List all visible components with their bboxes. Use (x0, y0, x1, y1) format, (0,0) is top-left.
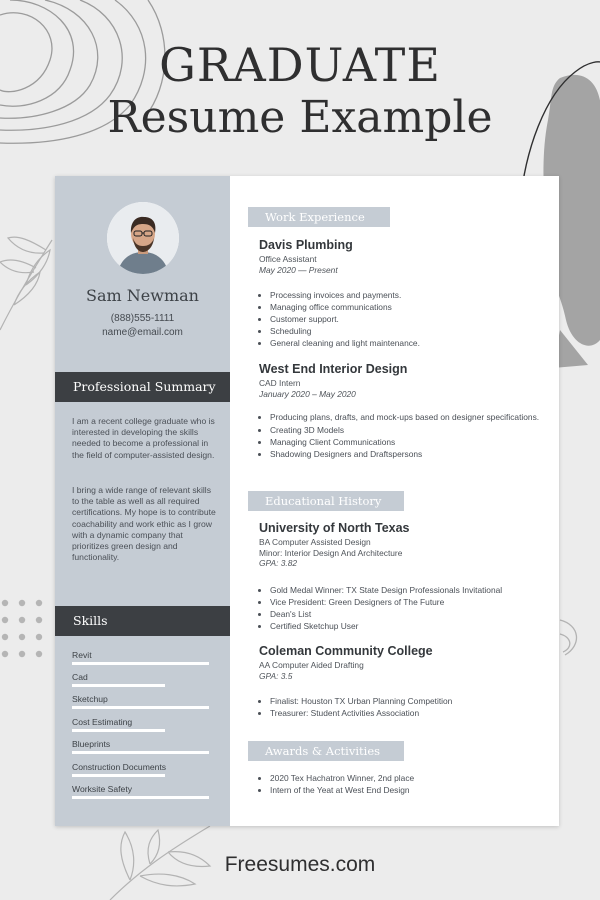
skill-bar (72, 774, 165, 777)
list-item: • Creating 3D Models (270, 424, 540, 436)
summary-paragraph-2: I bring a wide range of relevant skills to the table as well as all required certifications. My hope is to contribute coachability and work ethic as I grow with a dynamic company that prioritizes green design and functionality. (72, 485, 216, 563)
list-item: • Vice President: Green Designers of The Future (270, 596, 559, 608)
awards-heading: Awards & Activities (248, 741, 404, 761)
page-title: GRADUATE (159, 38, 441, 92)
skills-heading: Skills (55, 606, 230, 636)
list-item: • General cleaning and light maintenance. (270, 337, 540, 349)
school-gpa: GPA: 3.82 (259, 558, 298, 568)
job-entry (259, 238, 549, 275)
skill-bar (72, 729, 165, 732)
profile-phone: (888)555-1111 (110, 313, 175, 324)
school-minor: Minor: Interior Design And Architecture (259, 547, 403, 558)
work-heading: Work Experience (248, 207, 390, 227)
list-item: • Customer support. (270, 313, 540, 325)
job-entry (259, 362, 549, 399)
list-item: • Managing Client Communications (270, 436, 540, 448)
job-role: Office Assistant (259, 254, 317, 264)
job-bullets (259, 289, 540, 349)
school-entry (259, 644, 549, 681)
skill-label: Revit (72, 650, 92, 660)
education-heading: Educational History (248, 491, 404, 511)
school-bullets (259, 584, 559, 632)
profile-name: Sam Newman (86, 286, 199, 305)
skill-bar (72, 796, 209, 799)
job-dates: January 2020 – May 2020 (259, 388, 356, 399)
list-item: • Gold Medal Winner: TX State Design Professionals Invitational (270, 584, 559, 596)
skill-bar (72, 706, 209, 709)
resume-document (55, 176, 559, 826)
skill-label: Cad (72, 672, 88, 682)
school-gpa: GPA: 3.5 (259, 670, 293, 681)
skill-label: Sketchup (72, 694, 108, 704)
job-company: West End Interior Design (259, 362, 408, 376)
job-role: CAD Intern (259, 378, 301, 388)
job-dates: May 2020 — Present (259, 264, 338, 275)
profile-email: name@email.com (102, 327, 183, 338)
job-bullets (259, 413, 540, 460)
brand-footer[interactable]: Freesumes.com (224, 853, 376, 876)
list-item: • Intern of the Yeat at West End Design (270, 784, 540, 796)
school-name: Coleman Community College (259, 644, 433, 658)
list-item: • Shadowing Designers and Draftspersons (270, 448, 540, 460)
list-item: • Treasurer: Student Activities Association (270, 707, 559, 719)
school-degree: BA Computer Assisted Design (259, 537, 371, 547)
school-bullets (259, 695, 559, 719)
skill-label: Construction Documents (72, 762, 167, 772)
resume-main (230, 176, 559, 826)
summary-paragraph-1: I am a recent college graduate who is interested in developing the skills needed to become a professional in the field of computer-assisted design. (72, 416, 215, 460)
person-photo-icon (107, 202, 179, 274)
job-company: Davis Plumbing (259, 238, 353, 252)
list-item: • Dean's List (270, 608, 559, 620)
summary-heading: Professional Summary (55, 372, 230, 402)
list-item: • Producing plans, drafts, and mock-ups based on designer specifications. (270, 413, 540, 423)
awards-bullets (259, 772, 540, 796)
list-item: • Scheduling (270, 325, 540, 337)
list-item: • Certified Sketchup User (270, 620, 559, 632)
skill-bar (72, 684, 165, 687)
skill-bar (72, 751, 209, 754)
curve-decoration-right (560, 620, 576, 655)
school-entry (259, 521, 549, 569)
list-item: • Managing office communications (270, 301, 540, 313)
skill-label: Worksite Safety (72, 784, 133, 794)
school-degree: AA Computer Aided Drafting (259, 660, 364, 670)
list-item: • Finalist: Houston TX Urban Planning Competition (270, 695, 559, 707)
skill-label: Blueprints (72, 739, 111, 749)
list-item: • 2020 Tex Hachatron Winner, 2nd place (270, 772, 540, 784)
leaf-decoration-left (0, 237, 52, 330)
list-item: • Processing invoices and payments. (270, 289, 540, 301)
dot-grid-decoration (2, 600, 42, 657)
skill-label: Cost Estimating (72, 717, 133, 727)
page-subtitle: Resume Example (107, 92, 493, 143)
school-name: University of North Texas (259, 521, 410, 535)
skill-bar (72, 662, 209, 665)
resume-sidebar (55, 176, 230, 826)
